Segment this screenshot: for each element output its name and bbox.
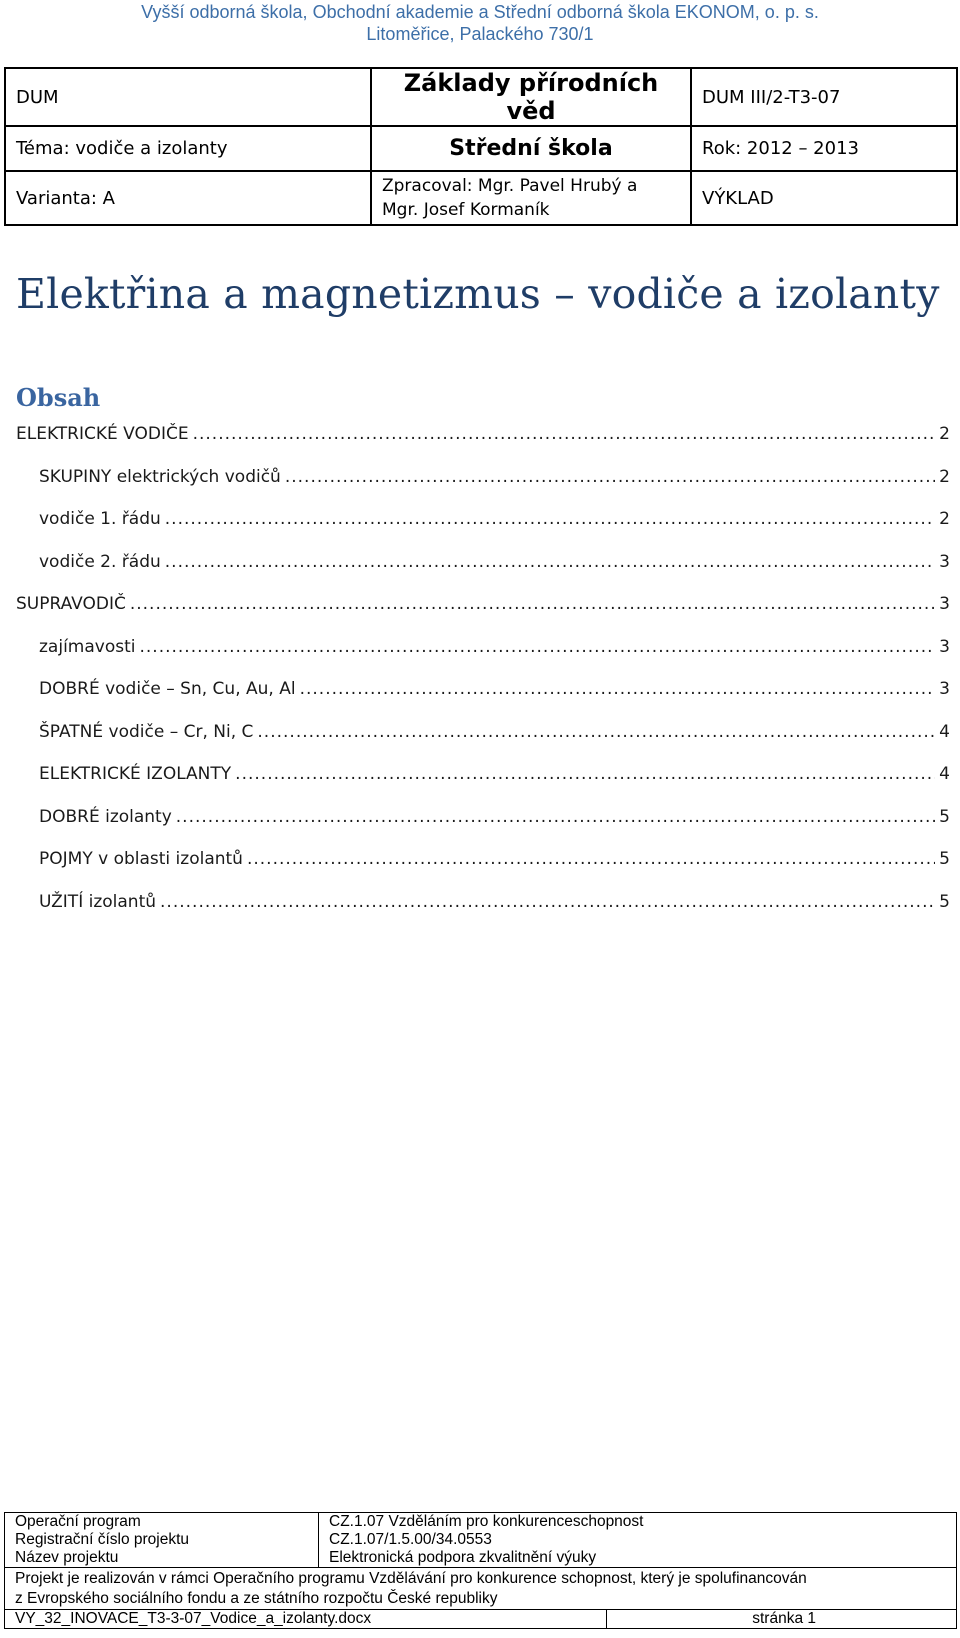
dum-code: DUM III/2-T3-07 bbox=[691, 68, 957, 126]
toc-entry[interactable] bbox=[0, 465, 960, 508]
dum-label: DUM bbox=[5, 68, 371, 126]
toc-entry-page: 5 bbox=[939, 891, 950, 912]
toc-entry-page: 2 bbox=[939, 509, 950, 529]
footer-funding-line1: Projekt je realizován v rámci Operačního programu Vzdělávání pro konkurence schopnost, který je spolufinancován bbox=[15, 1570, 807, 1587]
footer-filename: VY_32_INOVACE_T3-3-07_Vodice_a_izolanty.docx bbox=[5, 1610, 607, 1629]
toc-leader bbox=[165, 550, 935, 574]
toc-entry-label: SUPRAVODIČ bbox=[16, 594, 126, 614]
toc-entry-page: 4 bbox=[939, 721, 950, 742]
toc-entry[interactable] bbox=[0, 720, 960, 763]
school-type: Střední škola bbox=[371, 126, 691, 171]
toc-leader bbox=[193, 422, 936, 446]
toc-entry-label: POJMY v oblasti izolantů bbox=[39, 849, 243, 869]
toc-leader bbox=[176, 805, 935, 829]
footer-table bbox=[4, 1512, 957, 1629]
school-address: Litoměřice, Palackého 730/1 bbox=[366, 24, 594, 44]
toc-entry[interactable] bbox=[0, 762, 960, 805]
footer-page-number: stránka 1 bbox=[607, 1610, 957, 1629]
toc-entry-label: ŠPATNÉ vodiče – Cr, Ni, C bbox=[39, 721, 254, 742]
toc-entry-page: 5 bbox=[939, 849, 950, 869]
footer-name-value: Elektronická podpora zkvalitnění výuky bbox=[319, 1549, 957, 1568]
toc-leader bbox=[247, 847, 935, 871]
toc-entry-page: 3 bbox=[939, 636, 950, 657]
document-kind: VÝKLAD bbox=[691, 171, 957, 225]
toc-entry-label: vodiče 2. řádu bbox=[39, 551, 161, 572]
toc-entry-page: 2 bbox=[939, 424, 950, 444]
footer-reg-value: CZ.1.07/1.5.00/34.0553 bbox=[319, 1531, 957, 1549]
toc-entry-page: 3 bbox=[939, 551, 950, 572]
toc-entry-page: 5 bbox=[939, 806, 950, 827]
author-line2: Mgr. Josef Kormaník bbox=[382, 200, 550, 220]
toc-entry[interactable] bbox=[0, 550, 960, 593]
subject-name: Základy přírodních věd bbox=[371, 68, 691, 126]
toc-entry-page: 3 bbox=[939, 679, 950, 699]
toc-entry-label: UŽITÍ izolantů bbox=[39, 891, 157, 912]
toc-entry-label: zajímavosti bbox=[39, 636, 136, 657]
page-title: Elektřina a magnetizmus – vodiče a izolanty bbox=[16, 270, 940, 318]
header-table bbox=[4, 67, 958, 226]
variant: Varianta: A bbox=[5, 171, 371, 225]
topic: Téma: vodiče a izolanty bbox=[5, 126, 371, 171]
toc-entry-page: 4 bbox=[939, 764, 950, 784]
toc-leader bbox=[257, 720, 935, 744]
toc-leader bbox=[285, 465, 935, 489]
author-line1: Zpracoval: Mgr. Pavel Hrubý a bbox=[382, 176, 638, 196]
footer-op-label: Operační program bbox=[5, 1513, 319, 1532]
toc-entry[interactable] bbox=[0, 422, 960, 465]
footer-funding-line2: z Evropského sociálního fondu a ze státního rozpočtu České republiky bbox=[15, 1589, 498, 1607]
toc-leader bbox=[235, 762, 935, 786]
toc-entry-label: DOBRÉ izolanty bbox=[39, 806, 172, 827]
toc-leader bbox=[130, 592, 935, 616]
toc-entry[interactable] bbox=[0, 805, 960, 848]
toc-leader bbox=[139, 635, 935, 659]
toc-entry-label: vodiče 1. řádu bbox=[39, 509, 161, 529]
toc-leader bbox=[165, 507, 935, 531]
toc-entry-page: 3 bbox=[939, 594, 950, 614]
toc-entry-label: SKUPINY elektrických vodičů bbox=[39, 466, 281, 487]
toc-entry[interactable] bbox=[0, 635, 960, 678]
toc-entry-label: ELEKTRICKÉ IZOLANTY bbox=[39, 764, 232, 784]
table-of-contents bbox=[0, 422, 960, 932]
toc-leader bbox=[160, 890, 935, 914]
toc-leader bbox=[300, 677, 936, 701]
footer-reg-label: Registrační číslo projektu bbox=[5, 1531, 319, 1549]
footer-funding bbox=[5, 1568, 957, 1610]
school-name: Vyšší odborná škola, Obchodní akademie a Střední odborná škola EKONOM, o. p. s. bbox=[141, 2, 819, 22]
toc-entry[interactable] bbox=[0, 507, 960, 550]
footer-name-label: Název projektu bbox=[5, 1549, 319, 1568]
toc-entry-page: 2 bbox=[939, 466, 950, 487]
toc-heading: Obsah bbox=[16, 383, 101, 412]
toc-entry[interactable] bbox=[0, 890, 960, 933]
toc-entry-label: ELEKTRICKÉ VODIČE bbox=[16, 424, 189, 444]
toc-entry[interactable] bbox=[0, 847, 960, 890]
footer-op-value: CZ.1.07 Vzděláním pro konkurenceschopnost bbox=[319, 1513, 957, 1532]
toc-entry[interactable] bbox=[0, 677, 960, 720]
toc-entry[interactable] bbox=[0, 592, 960, 635]
year: Rok: 2012 – 2013 bbox=[691, 126, 957, 171]
toc-entry-label: DOBRÉ vodiče – Sn, Cu, Au, Al bbox=[39, 679, 296, 699]
author bbox=[371, 171, 691, 225]
